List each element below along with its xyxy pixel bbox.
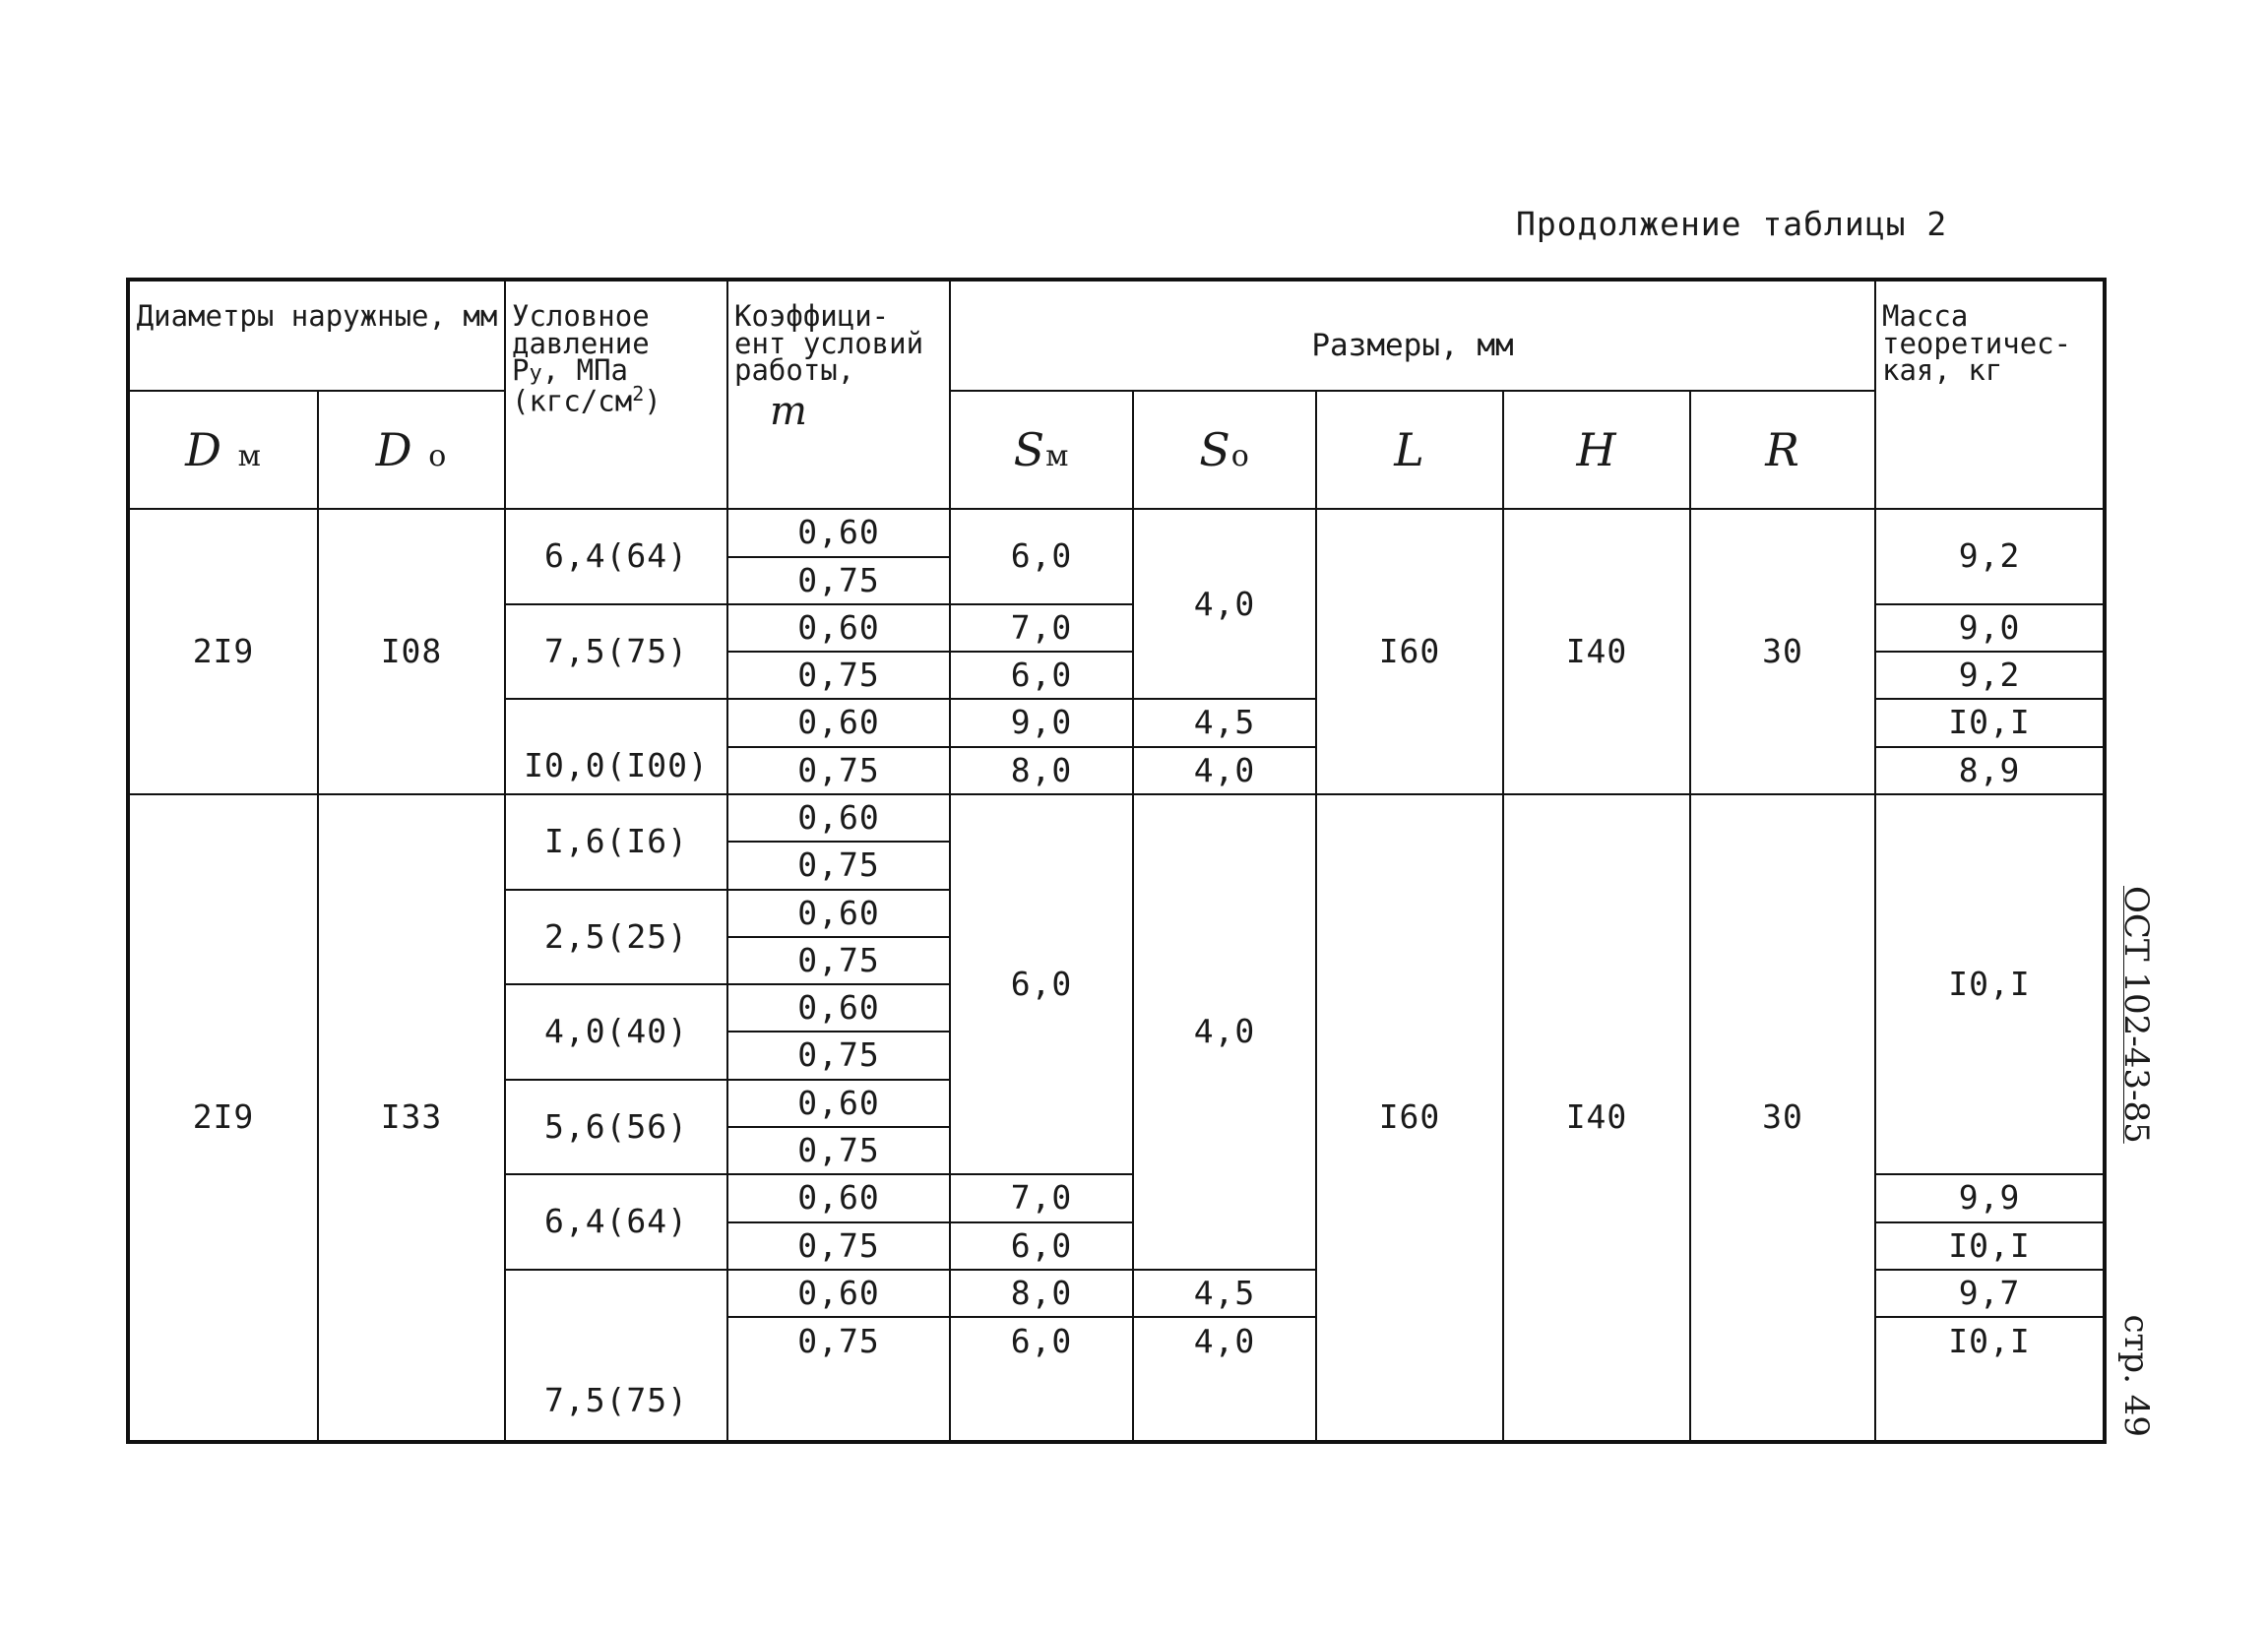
- table-cell-m: 0,60: [727, 1174, 950, 1221]
- side-label: [2107, 886, 2156, 1437]
- header-pressure: Условное давление Ру, МПа $(кгс/см^2)$: [505, 280, 727, 509]
- table-cell-m: 0,60: [727, 1270, 950, 1317]
- table-cell-so: 4,0: [1133, 794, 1316, 1270]
- table-cell-dm: 2I9: [128, 794, 318, 1442]
- table-cell-sm: 6,0: [950, 1317, 1133, 1442]
- table-cell-pressure: 2,5(25): [505, 890, 727, 985]
- table-cell-h: I40: [1503, 509, 1690, 794]
- header-diameters: Диаметры наружные, мм: [128, 280, 505, 391]
- table-cell-pressure: 7,5(75): [505, 1270, 727, 1442]
- table-cell-mass: I0,I: [1875, 699, 2105, 746]
- table-cell-m: 0,60: [727, 1080, 950, 1127]
- table-cell-h: I40: [1503, 794, 1690, 1442]
- table-cell-m: 0,60: [727, 604, 950, 652]
- table-cell-pressure: 7,5(75): [505, 604, 727, 700]
- table-cell-sm: 8,0: [950, 747, 1133, 794]
- table-cell-mass: 9,7: [1875, 1270, 2105, 1317]
- header-sm: Sм: [950, 391, 1133, 510]
- table-cell-pressure: I0,0(I00): [505, 699, 727, 794]
- table-cell-m: 0,75: [727, 652, 950, 699]
- table-cell-sm: 6,0: [950, 652, 1133, 699]
- table-cell-m: 0,75: [727, 842, 950, 889]
- table-cell-sm: 7,0: [950, 1174, 1133, 1221]
- table-cell-sm: 6,0: [950, 1222, 1133, 1270]
- table-cell-pressure: 5,6(56): [505, 1080, 727, 1175]
- header-l: L: [1316, 391, 1503, 510]
- table-cell-mass: I0,I: [1875, 1317, 2105, 1442]
- table-cell-sm: 6,0: [950, 509, 1133, 604]
- table-cell-m: 0,60: [727, 794, 950, 842]
- table-cell-m: 0,60: [727, 509, 950, 556]
- table-cell-sm: 6,0: [950, 794, 1133, 1174]
- table-cell-l: I60: [1316, 509, 1503, 794]
- table-cell-m: 0,75: [727, 1317, 950, 1442]
- header-coefficient: Коэффици- ент условий работы, m: [727, 280, 950, 509]
- table-cell-m: 0,75: [727, 1127, 950, 1174]
- table-cell-m: 0,75: [727, 937, 950, 984]
- table-cell-so: 4,5: [1133, 699, 1316, 746]
- header-sizes: Размеры, мм: [950, 280, 1875, 391]
- table-cell-m: 0,75: [727, 747, 950, 794]
- table-cell-do: I33: [318, 794, 505, 1442]
- document-code: ОСТ 102-43-85: [2116, 886, 2156, 1144]
- table-cell-do: I08: [318, 509, 505, 794]
- table-cell-m: 0,75: [727, 1032, 950, 1079]
- header-so: Sо: [1133, 391, 1316, 510]
- header-dm: D м: [128, 391, 318, 510]
- table-cell-l: I60: [1316, 794, 1503, 1442]
- table-cell-so: 4,0: [1133, 509, 1316, 699]
- header-do: D о: [318, 391, 505, 510]
- table-cell-m: 0,60: [727, 984, 950, 1032]
- page-number: стр. 49: [2116, 1314, 2156, 1437]
- table-cell-m: 0,60: [727, 699, 950, 746]
- table-cell-mass: 9,2: [1875, 652, 2105, 699]
- table-cell-dm: 2I9: [128, 509, 318, 794]
- table-cell-so: 4,0: [1133, 1317, 1316, 1442]
- table-caption: Продолжение таблицы 2: [1516, 205, 1948, 243]
- table-cell-m: 0,75: [727, 557, 950, 604]
- table-cell-pressure: 6,4(64): [505, 509, 727, 604]
- header-h: H: [1503, 391, 1690, 510]
- table-cell-r: 30: [1690, 794, 1875, 1442]
- table-cell-pressure: 4,0(40): [505, 984, 727, 1080]
- table-cell-sm: 9,0: [950, 699, 1133, 746]
- data-table: [126, 278, 2107, 1444]
- table-cell-sm: 7,0: [950, 604, 1133, 652]
- table-cell-so: 4,0: [1133, 747, 1316, 794]
- header-r: R: [1690, 391, 1875, 510]
- table-cell-mass: I0,I: [1875, 794, 2105, 1174]
- table-cell-mass: 9,9: [1875, 1174, 2105, 1221]
- table-cell-pressure: I,6(I6): [505, 794, 727, 890]
- table-cell-m: 0,60: [727, 890, 950, 937]
- table-cell-mass: I0,I: [1875, 1222, 2105, 1270]
- table-cell-sm: 8,0: [950, 1270, 1133, 1317]
- table-cell-so: 4,5: [1133, 1270, 1316, 1317]
- table-cell-mass: 9,2: [1875, 509, 2105, 604]
- table-cell-pressure: 6,4(64): [505, 1174, 727, 1270]
- table-cell-m: 0,75: [727, 1222, 950, 1270]
- table-cell-r: 30: [1690, 509, 1875, 794]
- header-mass: Масса теоретичес- кая, кг: [1875, 280, 2105, 509]
- table-cell-mass: 8,9: [1875, 747, 2105, 794]
- table-cell-mass: 9,0: [1875, 604, 2105, 652]
